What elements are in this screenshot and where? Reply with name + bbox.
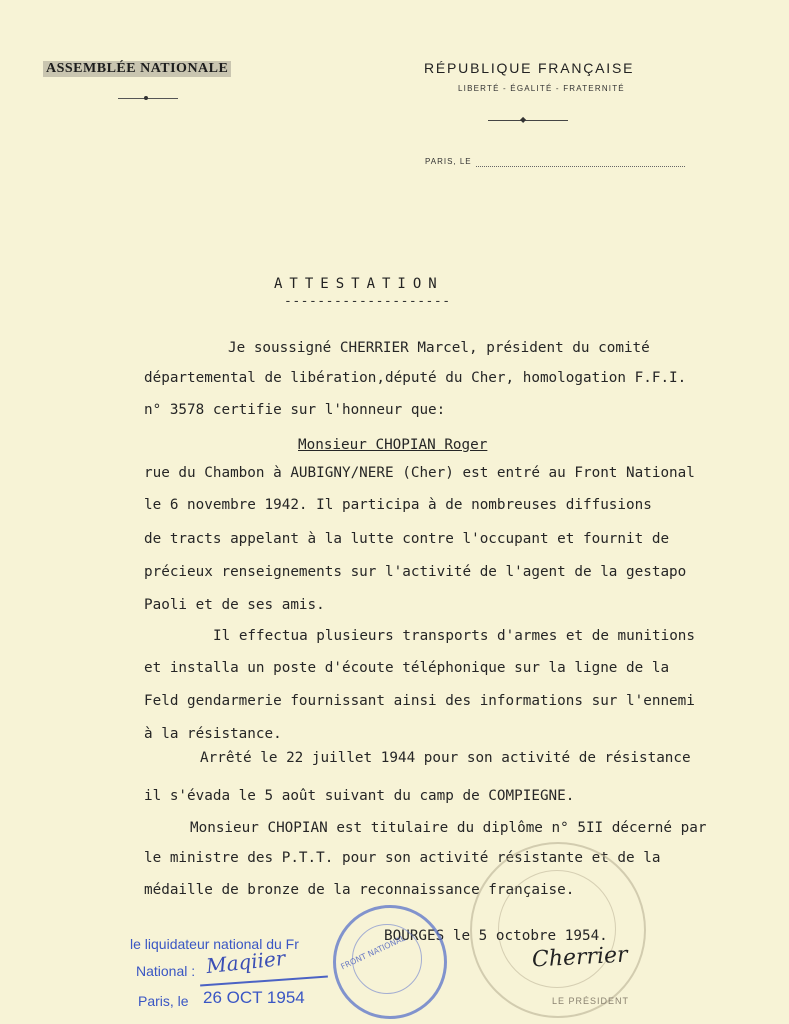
body-line: Arrêté le 22 juillet 1944 pour son activité de résistance — [200, 750, 691, 766]
body-line: départemental de libération,député du Cher, homologation F.F.I. — [144, 370, 687, 386]
body-line: médaille de bronze de la reconnaissance française. — [144, 882, 575, 898]
body-line: Feld gendarmerie fournissant ainsi des informations sur l'ennemi — [144, 693, 695, 709]
ornament-icon: ◆ — [520, 115, 527, 124]
body-line: précieux renseignements sur l'activité de l'agent de la gestapo — [144, 564, 687, 580]
body-line: Je soussigné CHERRIER Marcel, président du comité — [228, 340, 650, 356]
body-line: Paoli et de ses amis. — [144, 597, 325, 613]
signature-underline — [200, 976, 328, 987]
body-line: à la résistance. — [144, 726, 282, 742]
letterhead-rule — [118, 98, 178, 99]
liquidator-stamp-line1: le liquidateur national du Fr — [130, 936, 299, 952]
letterhead-assemblee: ASSEMBLÉE NATIONALE — [43, 61, 231, 77]
body-line: et installa un poste d'écoute téléphonique sur la ligne de la — [144, 660, 670, 676]
body-line: rue du Chambon à AUBIGNY/NERE (Cher) est entré au Front National — [144, 465, 695, 481]
document-title: ATTESTATION — [274, 276, 444, 292]
place-date: BOURGES le 5 octobre 1954. — [384, 928, 608, 944]
date-line — [476, 166, 685, 167]
person-name: Monsieur CHOPIAN Roger — [298, 437, 488, 453]
body-line: il s'évada le 5 août suivant du camp de COMPIEGNE. — [144, 788, 575, 804]
liquidator-stamp-date: 26 OCT 1954 — [203, 988, 305, 1007]
body-line: de tracts appelant à la lutte contre l'occupant et fournit de — [144, 531, 670, 547]
paris-le-label: PARIS, LE — [425, 157, 472, 166]
body-line: Monsieur CHOPIAN est titulaire du diplôme n° 5II décerné par — [190, 820, 707, 836]
seal-stamp-label: LE PRÉSIDENT — [552, 996, 630, 1006]
liquidator-stamp-line2: National : — [136, 963, 196, 979]
round-stamp-label: FRONT NATIONAL — [339, 933, 407, 972]
body-line: le ministre des P.T.T. pour son activité résistante et de la — [144, 850, 661, 866]
republique-rule — [488, 120, 568, 121]
body-line: Il effectua plusieurs transports d'armes et de munitions — [213, 628, 696, 644]
letterhead-republique: RÉPUBLIQUE FRANÇAISE — [424, 60, 635, 76]
liquidator-stamp-line3: Paris, le — [138, 993, 189, 1009]
letterhead-motto: LIBERTÉ - ÉGALITÉ - FRATERNITÉ — [458, 84, 625, 93]
body-line: le 6 novembre 1942. Il participa à de nombreuses diffusions — [144, 497, 652, 513]
liquidator-signature: Maqiier — [204, 945, 287, 979]
body-line: n° 3578 certifie sur l'honneur que: — [144, 402, 446, 418]
president-signature: Cherrier — [531, 942, 629, 973]
letterhead-dot — [144, 96, 148, 100]
title-underline: -------------------- — [284, 294, 451, 309]
